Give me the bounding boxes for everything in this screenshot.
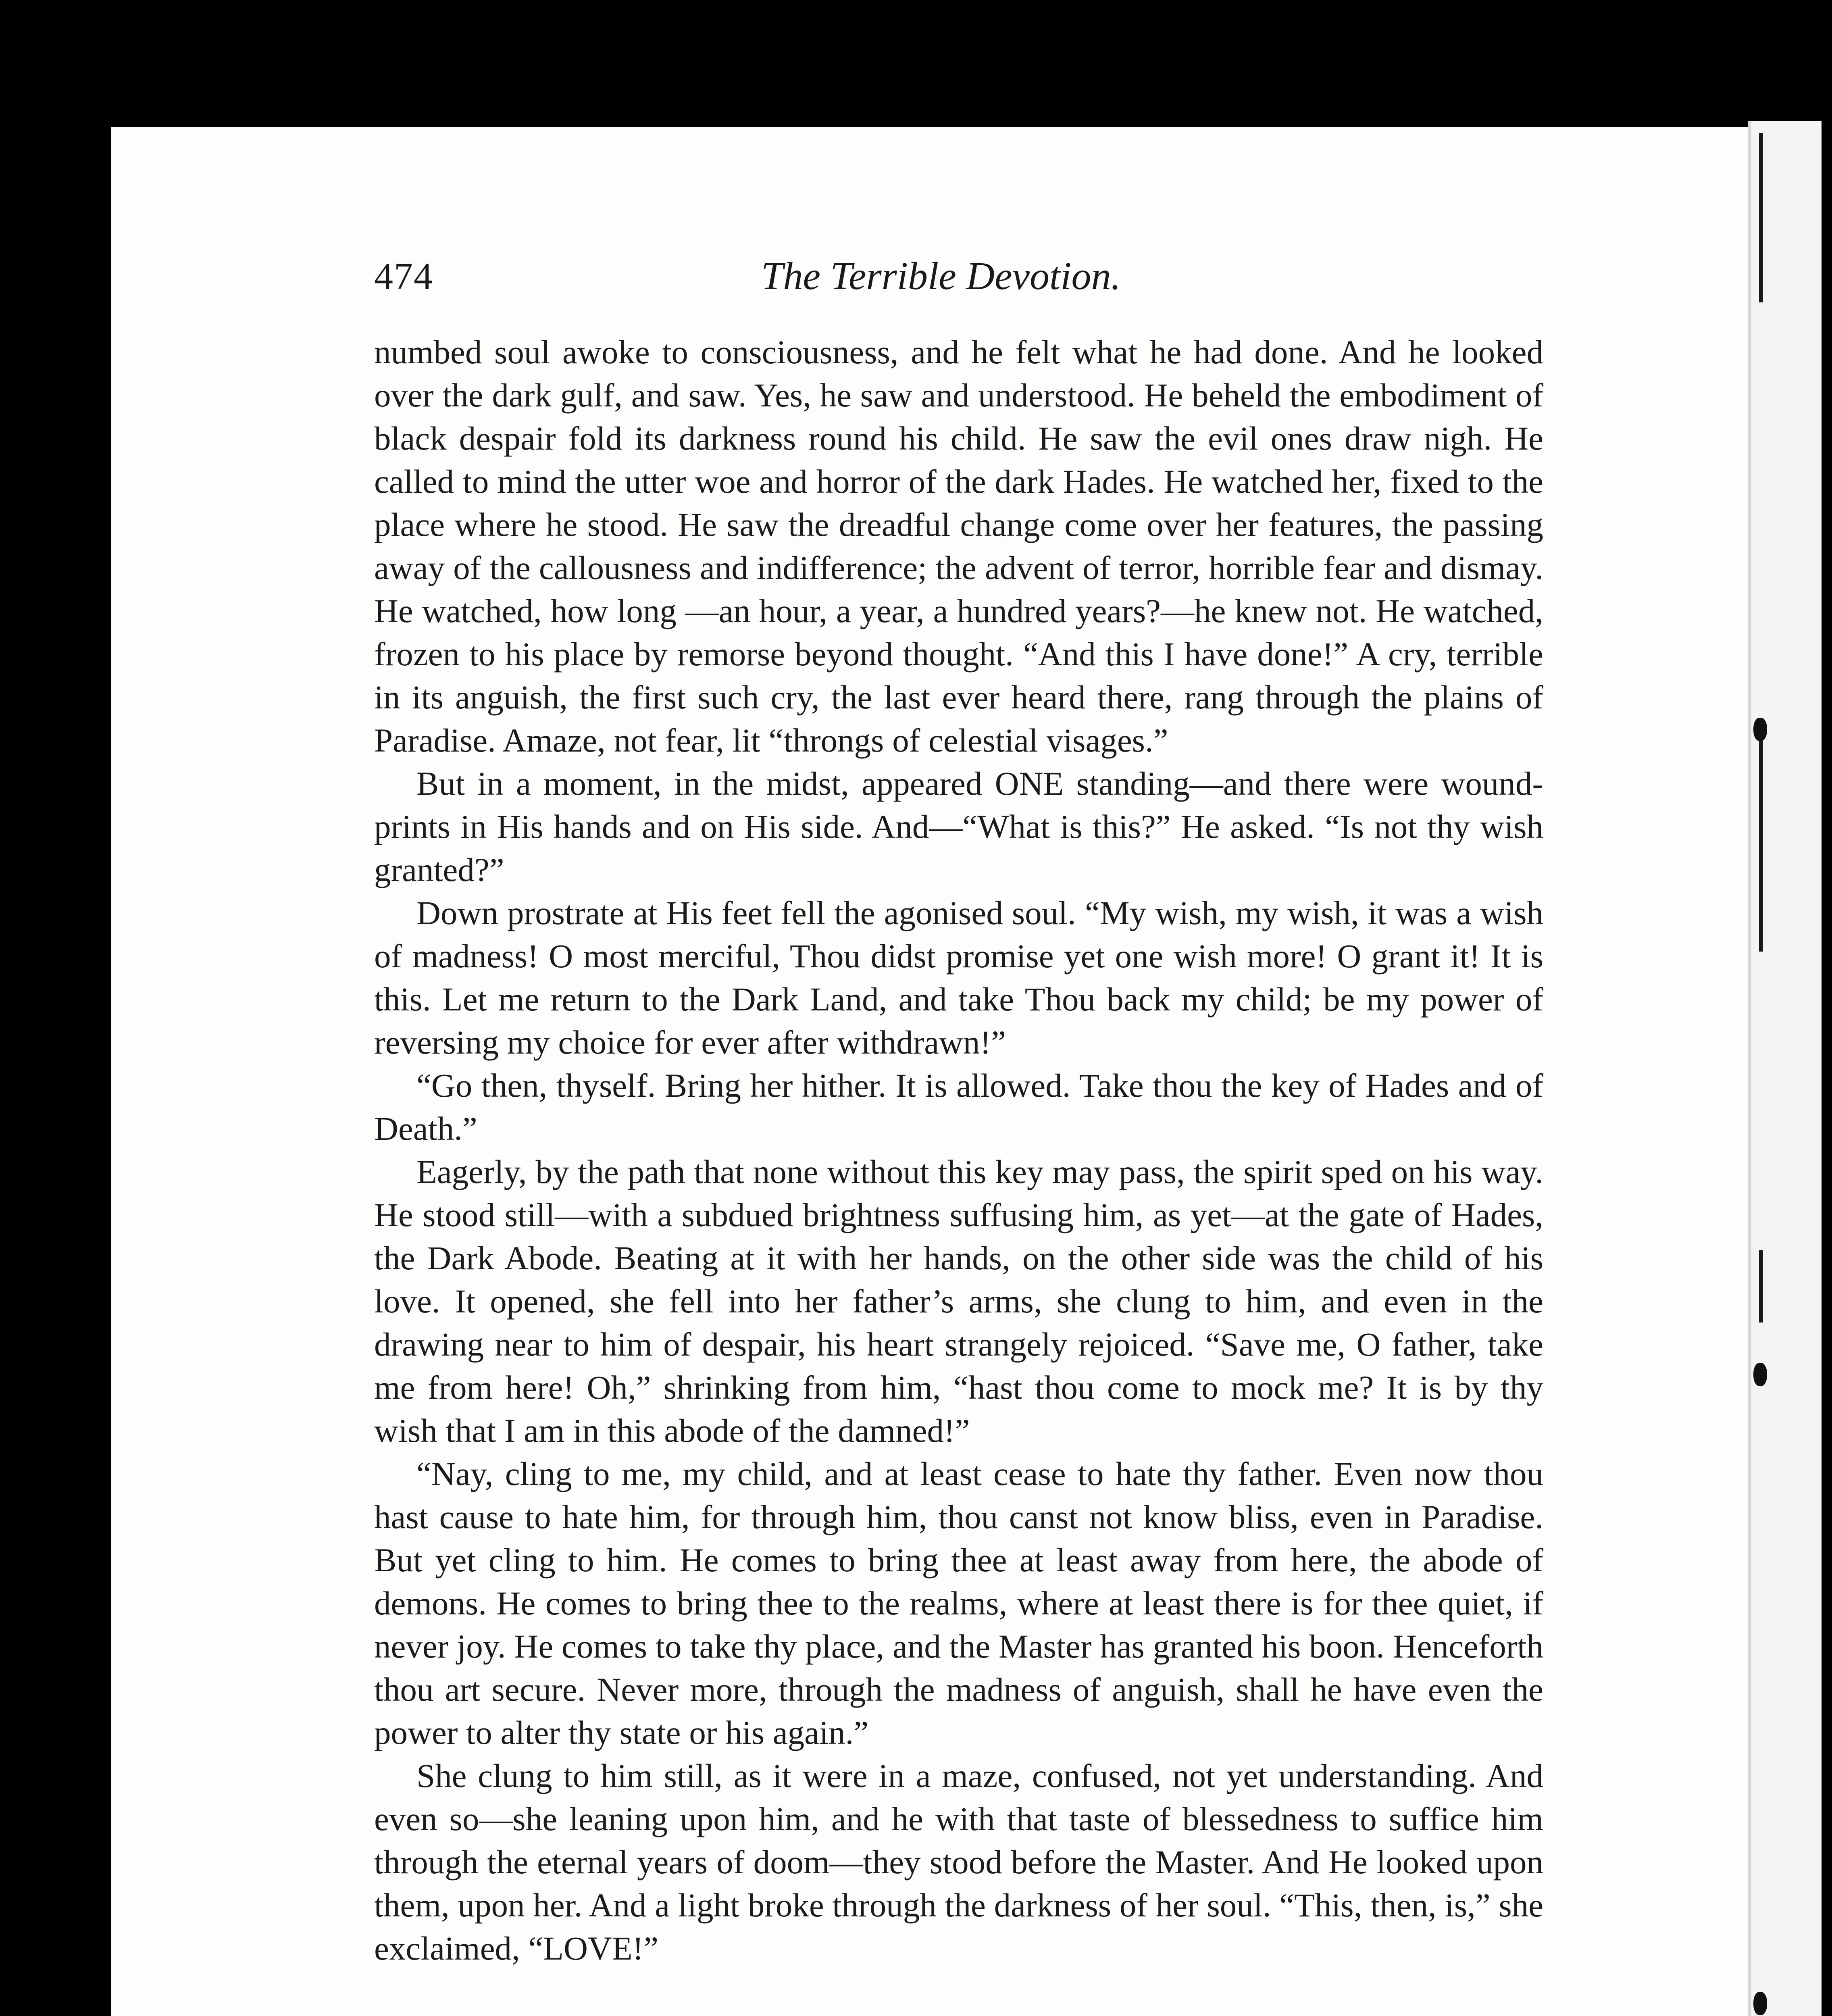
edge-mark — [1753, 1992, 1767, 2015]
paragraph: “Go then, thyself. Bring her hither. It is allowed. Take thou the key of Hades and of Death.” — [374, 1067, 1543, 1147]
paragraph: She clung to him still, as it were in a maze, confused, not yet understanding. And even so—she leaning upon him, and he with that taste of blessedness to suffice him through the eternal years of doom—they stood before the Master. And He looked upon them, upon her. And a light broke through the darkness of her soul. “This, then, is,” she exclaimed, “LOVE!” — [374, 1757, 1543, 1967]
paragraph: numbed soul awoke to consciousness, and he felt what he had done. And he looked over the dark gulf, and saw. Yes, he saw and understood. He beheld the embodiment of black despair fold its darkness round his child. He saw the evil ones draw nigh. He called to mind the utter woe and horror of the dark Hades. He watched her, fixed to the place where he stood. He saw the dreadful change come over her features, the passing away of the callousness and indifference; the advent of terror, horrible fear and dismay. He watched, how long —an hour, a year, a hundred years?—he knew not. He watched, frozen to his place by remorse beyond thought. “And this I have done!” A cry, terrible in its anguish, the first such cry, the last ever heard there, rang through the plains of Paradise. Amaze, not fear, lit “throngs of celestial visages.” — [374, 333, 1543, 759]
edge-mark — [1753, 718, 1767, 741]
running-title: The Terrible Devotion. — [761, 254, 1121, 298]
facing-page-edge — [1748, 121, 1822, 2016]
edge-mark — [1753, 1363, 1767, 1386]
body-text — [374, 331, 1543, 1970]
paragraph: “Nay, cling to me, my child, and at least cease to hate thy father. Even now thou hast cause to hate him, for through him, thou canst not know bliss, even in Paradise. But yet cling to him. He comes to bring thee at least away from here, the abode of demons. He comes to bring thee to the realms, where at least there is for thee quiet, if never joy. He comes to take thy place, and the Master has granted his boon. Henceforth thou art secure. Never more, through the madness of anguish, shall he have even the power to alter thy state or his again.” — [374, 1455, 1543, 1751]
edge-rule — [1759, 1250, 1763, 1322]
edge-rule — [1759, 726, 1763, 952]
page-number: 474 — [374, 255, 433, 297]
page-header — [374, 250, 1548, 302]
paragraph: But in a moment, in the midst, appeared ONE standing—and there were wound-prints in His hands and on His side. And—“What is this?” He asked. “Is not thy wish granted?” — [374, 765, 1543, 888]
paragraph: Down prostrate at His feet fell the agonised soul. “My wish, my wish, it was a wish of madness! O most merciful, Thou didst promise yet one wish more! O grant it! It is this. Let me return to the Dark Land, and take Thou back my child; be my power of reversing my choice for ever after withdrawn!” — [374, 894, 1543, 1061]
paragraph: Eagerly, by the path that none without this key may pass, the spirit sped on his way. He stood still—with a subdued brightness suffusing him, as yet—at the gate of Hades, the Dark Abode. Beating at it with her hands, on the other side was the child of his love. It opened, she fell into her father’s arms, she clung to him, and even in the drawing near to him of despair, his heart strangely rejoiced. “Save me, O father, take me from here! Oh,” shrinking from him, “hast thou come to mock me? It is by thy wish that I am in this abode of the damned!” — [374, 1153, 1543, 1449]
edge-rule — [1759, 133, 1763, 302]
